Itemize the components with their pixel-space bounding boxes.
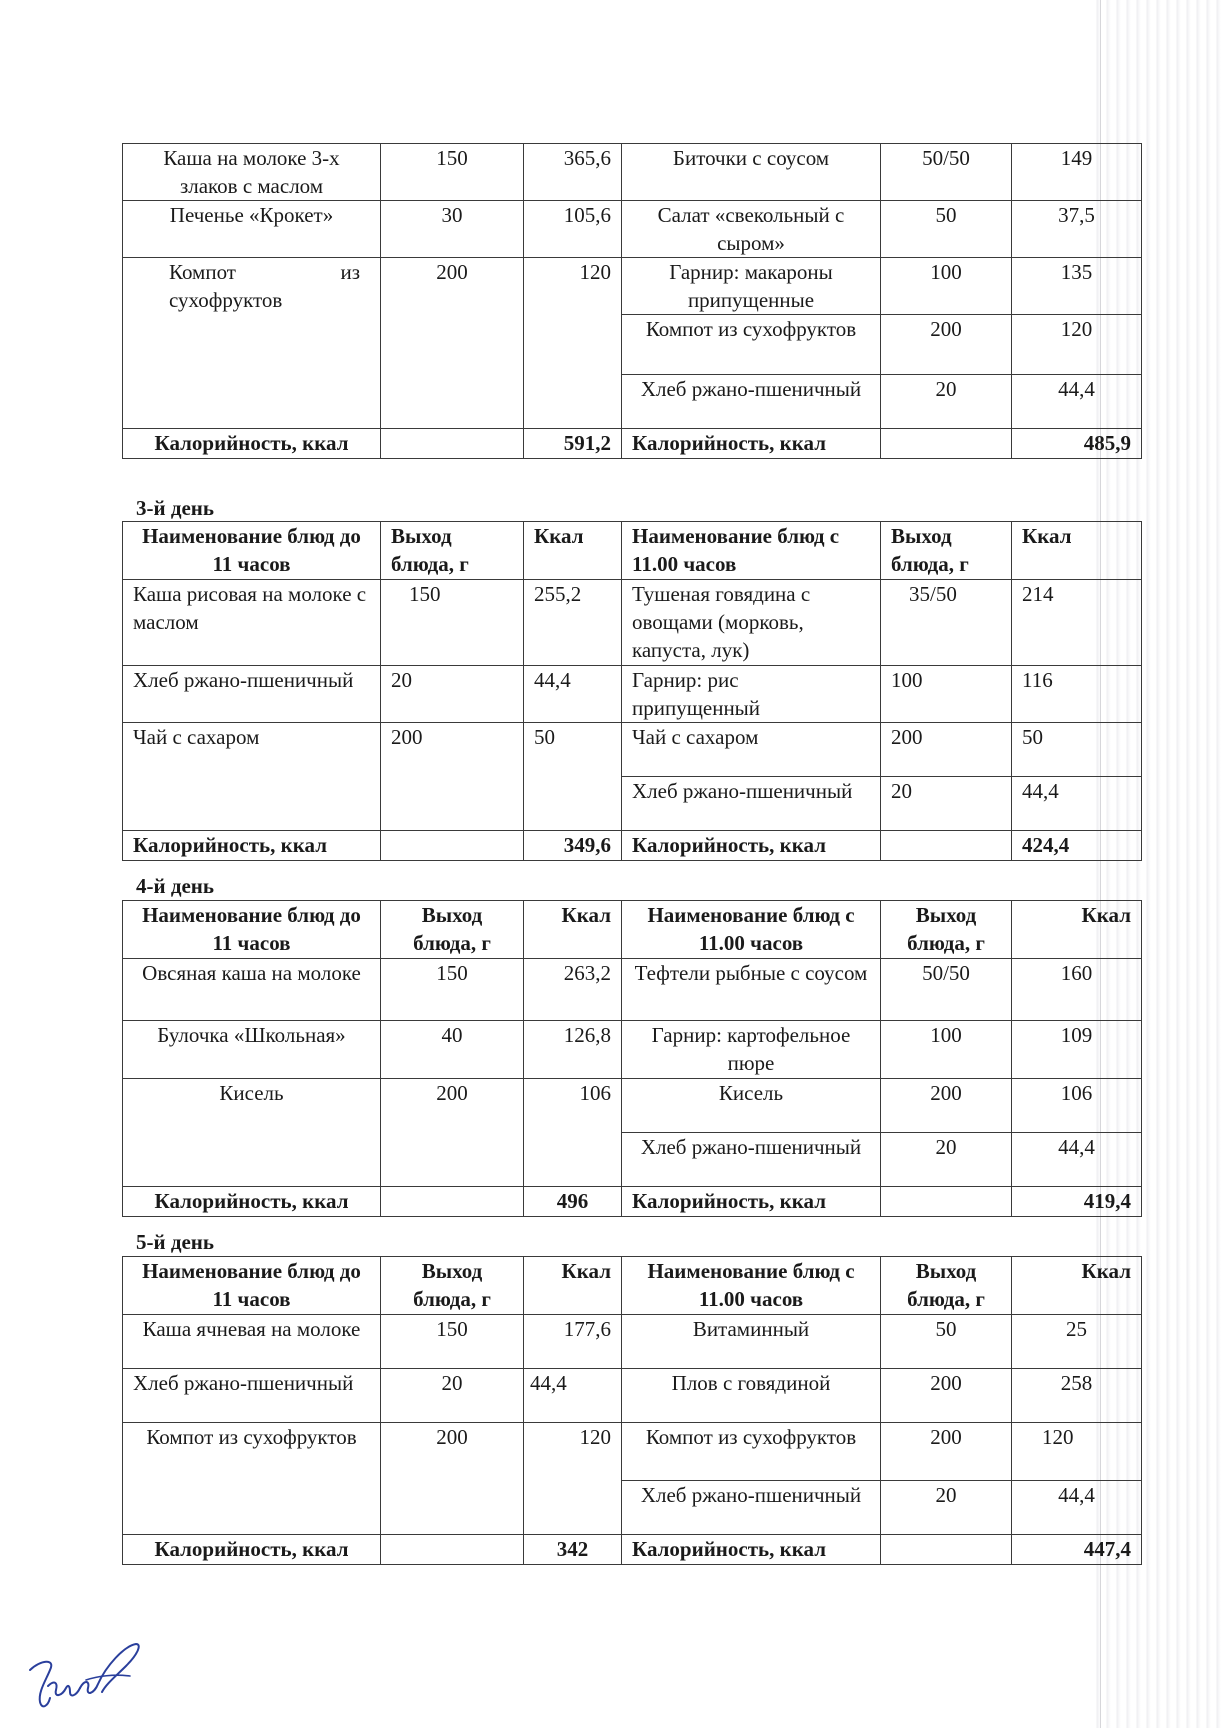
kcal-afternoon: 116 (1012, 666, 1142, 723)
table-row (123, 1315, 1142, 1369)
kcal-afternoon: 44,4 (1012, 1481, 1142, 1535)
total-morning: 591,2 (524, 429, 622, 459)
dish-afternoon: Хлеб ржано-пшеничный (622, 1133, 881, 1187)
output-afternoon: 20 (881, 1481, 1012, 1535)
total-morning: 342 (524, 1535, 622, 1565)
output-afternoon: 50 (881, 1315, 1012, 1369)
total-row (123, 429, 1142, 459)
kcal-afternoon: 135 (1012, 258, 1142, 315)
kcal-afternoon: 214 (1012, 580, 1142, 666)
menu-table-day5 (122, 1256, 1142, 1565)
output-afternoon: 200 (881, 1423, 1012, 1481)
empty-cell (881, 1535, 1012, 1565)
table-header-row (123, 901, 1142, 959)
output-afternoon: 100 (881, 666, 1012, 723)
empty-cell (881, 1187, 1012, 1217)
calorie-label: Калорийность, ккал (622, 1187, 881, 1217)
dish-afternoon: Салат «свекольный с сыром» (622, 201, 881, 258)
output-morning: 40 (381, 1021, 524, 1079)
output-afternoon: 20 (881, 375, 1012, 429)
kcal-afternoon: 25 (1012, 1315, 1142, 1369)
column-header-dish-morning: Наименование блюд до 11 часов (123, 522, 381, 580)
kcal-morning: 44,4 (524, 666, 622, 723)
dish-morning: Компот из сухофруктов (123, 258, 381, 429)
total-morning: 496 (524, 1187, 622, 1217)
table-row (123, 580, 1142, 666)
table-row (123, 1369, 1142, 1423)
column-header-kcal: Ккал (524, 522, 622, 580)
output-afternoon: 100 (881, 1021, 1012, 1079)
output-morning: 150 (381, 580, 524, 666)
dish-afternoon: Гарнир: макароны припущенные (622, 258, 881, 315)
table-row (123, 144, 1142, 201)
kcal-morning: 177,6 (524, 1315, 622, 1369)
total-row (123, 831, 1142, 861)
menu-table-day2 (122, 143, 1142, 459)
total-afternoon: 419,4 (1012, 1187, 1142, 1217)
output-afternoon: 200 (881, 315, 1012, 375)
dish-morning: Хлеб ржано-пшеничный (123, 666, 381, 723)
kcal-afternoon: 44,4 (1012, 1133, 1142, 1187)
kcal-morning: 126,8 (524, 1021, 622, 1079)
kcal-morning: 120 (524, 258, 622, 429)
total-morning: 349,6 (524, 831, 622, 861)
column-header-output: Выход блюда, г (881, 522, 1012, 580)
kcal-afternoon: 50 (1012, 723, 1142, 777)
kcal-afternoon: 44,4 (1012, 777, 1142, 831)
kcal-morning: 50 (524, 723, 622, 831)
column-header-kcal: Ккал (524, 1257, 622, 1315)
column-header-output: Выход блюда, г (881, 901, 1012, 959)
output-morning: 150 (381, 959, 524, 1021)
kcal-morning: 44,4 (524, 1369, 622, 1423)
output-morning: 200 (381, 1423, 524, 1535)
column-header-output: Выход блюда, г (381, 522, 524, 580)
kcal-afternoon: 149 (1012, 144, 1142, 201)
column-header-kcal: Ккал (1012, 522, 1142, 580)
calorie-label: Калорийность, ккал (622, 429, 881, 459)
dish-afternoon: Биточки с соусом (622, 144, 881, 201)
dish-morning: Каша на молоке 3-х злаков с маслом (123, 144, 381, 201)
dish-afternoon: Плов с говядиной (622, 1369, 881, 1423)
menu-table-day3 (122, 521, 1142, 861)
column-header-dish-afternoon: Наименование блюд с 11.00 часов (622, 1257, 881, 1315)
kcal-morning: 106 (524, 1079, 622, 1187)
column-header-dish-afternoon: Наименование блюд с 11.00 часов (622, 522, 881, 580)
dish-morning: Каша ячневая на молоке (123, 1315, 381, 1369)
kcal-morning: 263,2 (524, 959, 622, 1021)
column-header-output: Выход блюда, г (381, 1257, 524, 1315)
kcal-morning: 120 (524, 1423, 622, 1535)
output-afternoon: 35/50 (881, 580, 1012, 666)
dish-morning: Хлеб ржано-пшеничный (123, 1369, 381, 1423)
empty-cell (881, 429, 1012, 459)
column-header-dish-morning: Наименование блюд до 11 часов (123, 1257, 381, 1315)
calorie-label: Калорийность, ккал (123, 1535, 381, 1565)
output-morning: 200 (381, 1079, 524, 1187)
dish-afternoon: Чай с сахаром (622, 723, 881, 777)
dish-morning: Печенье «Крокет» (123, 201, 381, 258)
dish-afternoon: Компот из сухофруктов (622, 1423, 881, 1481)
kcal-afternoon: 120 (1012, 315, 1142, 375)
menu-table-day4 (122, 900, 1142, 1217)
dish-afternoon: Гарнир: картофельное пюре (622, 1021, 881, 1079)
dish-morning: Кисель (123, 1079, 381, 1187)
total-afternoon: 447,4 (1012, 1535, 1142, 1565)
calorie-label: Калорийность, ккал (123, 1187, 381, 1217)
empty-cell (381, 831, 524, 861)
dish-afternoon: Хлеб ржано-пшеничный (622, 375, 881, 429)
column-header-dish-morning: Наименование блюд до 11 часов (123, 901, 381, 959)
column-header-output: Выход блюда, г (881, 1257, 1012, 1315)
dish-morning: Компот из сухофруктов (123, 1423, 381, 1535)
output-afternoon: 200 (881, 723, 1012, 777)
output-morning: 20 (381, 666, 524, 723)
table-row (123, 1021, 1142, 1079)
kcal-morning: 365,6 (524, 144, 622, 201)
total-afternoon: 485,9 (1012, 429, 1142, 459)
dish-afternoon: Тефтели рыбные с соусом (622, 959, 881, 1021)
dish-afternoon: Хлеб ржано-пшеничный (622, 1481, 881, 1535)
output-afternoon: 200 (881, 1369, 1012, 1423)
output-afternoon: 20 (881, 777, 1012, 831)
dish-afternoon: Компот из сухофруктов (622, 315, 881, 375)
kcal-morning: 105,6 (524, 201, 622, 258)
output-afternoon: 50/50 (881, 959, 1012, 1021)
output-morning: 150 (381, 1315, 524, 1369)
table-row (123, 723, 1142, 777)
output-afternoon: 20 (881, 1133, 1012, 1187)
kcal-afternoon: 106 (1012, 1079, 1142, 1133)
empty-cell (881, 831, 1012, 861)
dish-morning: Чай с сахаром (123, 723, 381, 831)
table-row (123, 1423, 1142, 1481)
day-title: 5-й день (136, 1230, 214, 1254)
calorie-label: Калорийность, ккал (622, 1535, 881, 1565)
day-title: 3-й день (136, 496, 214, 520)
total-afternoon: 424,4 (1012, 831, 1142, 861)
table-header-row (123, 522, 1142, 580)
output-morning: 200 (381, 723, 524, 831)
output-afternoon: 200 (881, 1079, 1012, 1133)
kcal-afternoon: 120 (1012, 1423, 1142, 1481)
output-afternoon: 50 (881, 201, 1012, 258)
output-afternoon: 50/50 (881, 144, 1012, 201)
column-header-kcal: Ккал (1012, 901, 1142, 959)
table-row (123, 258, 1142, 315)
table-header-row (123, 1257, 1142, 1315)
output-morning: 30 (381, 201, 524, 258)
kcal-afternoon: 258 (1012, 1369, 1142, 1423)
kcal-afternoon: 44,4 (1012, 375, 1142, 429)
dish-afternoon: Тушеная говядина с овощами (морковь, капуста, лук) (622, 580, 881, 666)
dish-morning: Булочка «Школьная» (123, 1021, 381, 1079)
empty-cell (381, 1535, 524, 1565)
calorie-label: Калорийность, ккал (123, 429, 381, 459)
table-row (123, 959, 1142, 1021)
empty-cell (381, 1187, 524, 1217)
dish-afternoon: Хлеб ржано-пшеничный (622, 777, 881, 831)
dish-afternoon: Витаминный (622, 1315, 881, 1369)
table-row (123, 666, 1142, 723)
kcal-afternoon: 160 (1012, 959, 1142, 1021)
total-row (123, 1535, 1142, 1565)
output-morning: 200 (381, 258, 524, 429)
kcal-afternoon: 109 (1012, 1021, 1142, 1079)
handwritten-signature (26, 1640, 156, 1720)
column-header-dish-afternoon: Наименование блюд с 11.00 часов (622, 901, 881, 959)
kcal-morning: 255,2 (524, 580, 622, 666)
empty-cell (381, 429, 524, 459)
output-morning: 150 (381, 144, 524, 201)
dish-morning: Овсяная каша на молоке (123, 959, 381, 1021)
column-header-kcal: Ккал (524, 901, 622, 959)
day-title: 4-й день (136, 874, 214, 898)
column-header-output: Выход блюда, г (381, 901, 524, 959)
output-afternoon: 100 (881, 258, 1012, 315)
dish-morning: Каша рисовая на молоке с маслом (123, 580, 381, 666)
total-row (123, 1187, 1142, 1217)
table-row (123, 201, 1142, 258)
dish-afternoon: Гарнир: рис припущенный (622, 666, 881, 723)
calorie-label: Калорийность, ккал (622, 831, 881, 861)
kcal-afternoon: 37,5 (1012, 201, 1142, 258)
calorie-label: Калорийность, ккал (123, 831, 381, 861)
dish-afternoon: Кисель (622, 1079, 881, 1133)
output-morning: 20 (381, 1369, 524, 1423)
table-row (123, 1079, 1142, 1133)
column-header-kcal: Ккал (1012, 1257, 1142, 1315)
